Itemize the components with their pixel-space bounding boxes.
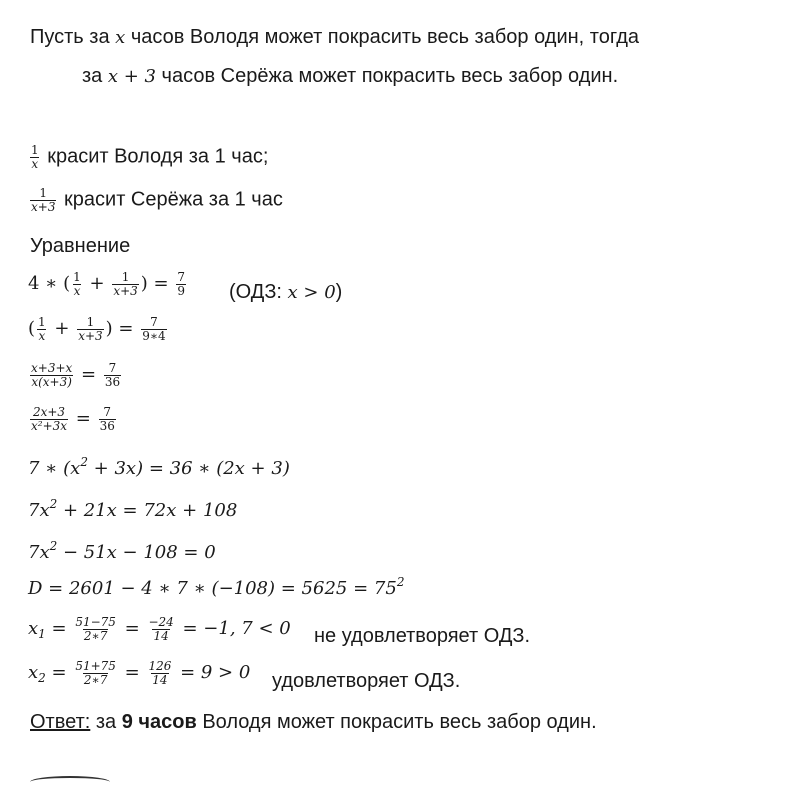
step-1: 4 ∗ ( $\frac{1}{x}$ + $\frac{1}{x+3}$ ) = $\frac{7}{9}$ xyxy=(28,270,185,298)
rate-line-1 xyxy=(28,144,268,170)
intro-line-2 xyxy=(82,66,618,86)
fraction: $\frac{1}{x}$ xyxy=(31,143,39,171)
step-6: $7x^2 + 21x = 72x + 108$ xyxy=(28,497,238,521)
text: часов Володя может покрасить весь забор один, тогда xyxy=(125,26,640,48)
step-4: $\frac{2x+3}{\text{x²+3x}}$ = $\frac{7}{36}$ xyxy=(31,405,115,433)
answer-label: Ответ: xyxy=(30,711,91,733)
step-2: ( $\frac{1}{x}$ + $\frac{1}{x+3}$ ) = $\frac{7}{9∗4}$ xyxy=(28,315,166,343)
text: за xyxy=(82,65,108,87)
math-var: x xyxy=(115,27,126,48)
text: часов Серёжа может покрасить весь забор один. xyxy=(156,65,619,87)
math-expr: x + 3 xyxy=(107,66,156,87)
intro-line-1 xyxy=(30,27,639,47)
root-2: $x_2$ = $\frac{51+75}{2∗7}$ = $\frac{126}{14}$ = 9 > 0 xyxy=(28,659,251,687)
answer-line: Ответ: за 9 часов Володя может покрасить весь забор один. xyxy=(30,711,597,733)
text: красит Серёжа за 1 час xyxy=(58,188,283,211)
cut-off-mark xyxy=(30,776,110,788)
step-3: $\frac{x+3+x}{x(x+3)}$ = $\frac{7}{36}$ xyxy=(31,361,121,389)
text: красит Володя за 1 час; xyxy=(41,145,269,168)
rate-line-2 xyxy=(28,187,283,213)
equation-label: Уравнение xyxy=(30,235,131,257)
odz-note: (ОДЗ: x > 0) xyxy=(229,281,343,303)
discriminant: D = 2601 − 4 ∗ 7 ∗ $(-108) = 5625 = 75^2$ xyxy=(28,575,405,599)
text: Пусть за xyxy=(30,26,116,48)
step-5: 7 ∗ $(x^2 + 3x) = 36$ ∗ (2x + 3) xyxy=(28,455,290,479)
fraction: $\frac{1}{x+3}$ xyxy=(31,186,56,214)
answer-value: 9 часов xyxy=(121,711,197,733)
root-1: $x_1$ = $\frac{51-75}{2∗7}$ = $\frac{-24}{14}$ = −1, 7 < 0 xyxy=(28,615,291,643)
step-7: $7x^2 - 51x - 108 = 0$ xyxy=(28,539,216,563)
root-2-note: удовлетворяет ОДЗ. xyxy=(272,670,461,692)
root-1-note: не удовлетворяет ОДЗ. xyxy=(314,625,531,647)
